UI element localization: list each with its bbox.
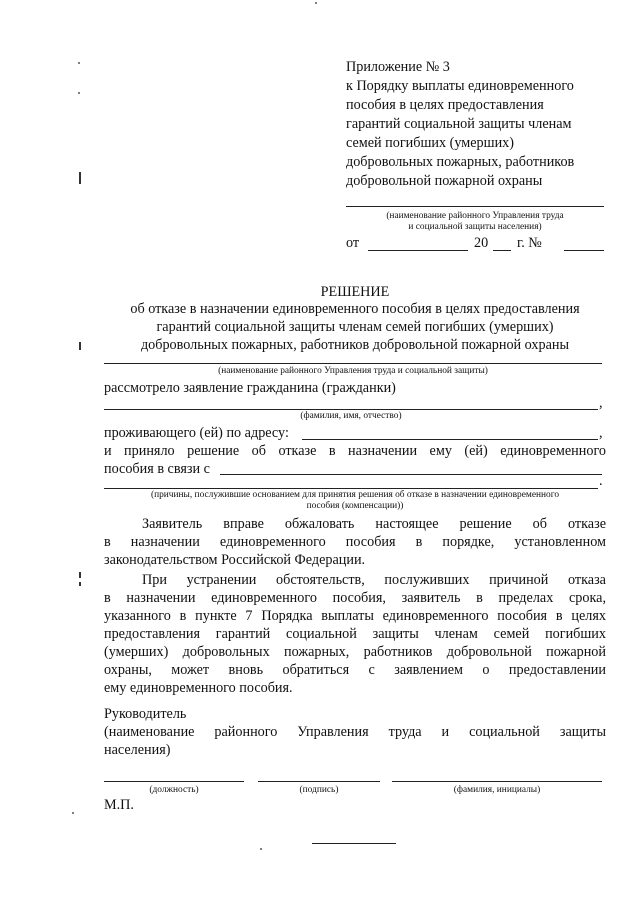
comma: , (599, 395, 603, 411)
appendix-line: добровольной пожарной охраны (346, 173, 543, 189)
footer-divider (312, 843, 396, 844)
name-field[interactable] (392, 781, 602, 782)
appendix-number: Приложение № 3 (346, 59, 450, 75)
fio-field[interactable] (104, 409, 598, 410)
fio-caption: (фамилия, имя, отчество) (300, 411, 402, 421)
year-label: 20 (474, 235, 489, 251)
number-label: г. № (517, 235, 542, 251)
stamp-label: М.П. (104, 797, 134, 813)
head-label: Руководитель (104, 706, 187, 722)
position-caption: (должность) (149, 785, 199, 795)
appendix-line: гарантий социальной защиты членам (346, 116, 572, 132)
number-field[interactable] (564, 250, 604, 251)
office-field[interactable] (104, 363, 602, 364)
address-label: проживающего (ей) по адресу: (104, 425, 289, 441)
appendix-line: пособия в целях предоставления (346, 97, 544, 113)
reviewed-text: рассмотрело заявление гражданина (гражданки) (104, 380, 396, 396)
issuer-field[interactable] (346, 206, 604, 207)
signature-caption: (подпись) (299, 785, 339, 795)
date-from-label: от (346, 235, 360, 251)
year-field[interactable] (493, 250, 511, 251)
appendix-line: добровольных пожарных, работников (346, 154, 575, 170)
document-title: РЕШЕНИЕ (320, 284, 390, 300)
decision-text: и приняло решение об отказе в назначении ему (ей) единовременного (104, 443, 606, 459)
org-name-line: населения) (104, 742, 171, 758)
reason-field-2[interactable] (104, 488, 598, 489)
org-name-line: (наименование районного Управления труда и социальной защиты (104, 724, 606, 740)
reasons-caption: (причины, послужившие основанием для принятия решения об отказе в назначении единовременного пособия (компенсации)) (150, 490, 560, 511)
address-field[interactable] (302, 439, 598, 440)
date-field[interactable] (368, 250, 468, 251)
issuer-caption: (наименование районного Управления труда и социальной защиты населения) (386, 211, 564, 232)
position-field[interactable] (104, 781, 244, 782)
decision-text: пособия в связи с (104, 461, 210, 477)
comma: , (599, 425, 603, 441)
appendix-line: к Порядку выплаты единовременного (346, 78, 574, 94)
name-caption: (фамилия, инициалы) (453, 785, 541, 795)
period: . (599, 473, 603, 489)
office-caption: (наименование районного Управления труда и социальной защиты) (218, 366, 488, 376)
reason-field[interactable] (220, 474, 602, 475)
signature-field[interactable] (258, 781, 380, 782)
appendix-line: семей погибших (умерших) (346, 135, 514, 151)
